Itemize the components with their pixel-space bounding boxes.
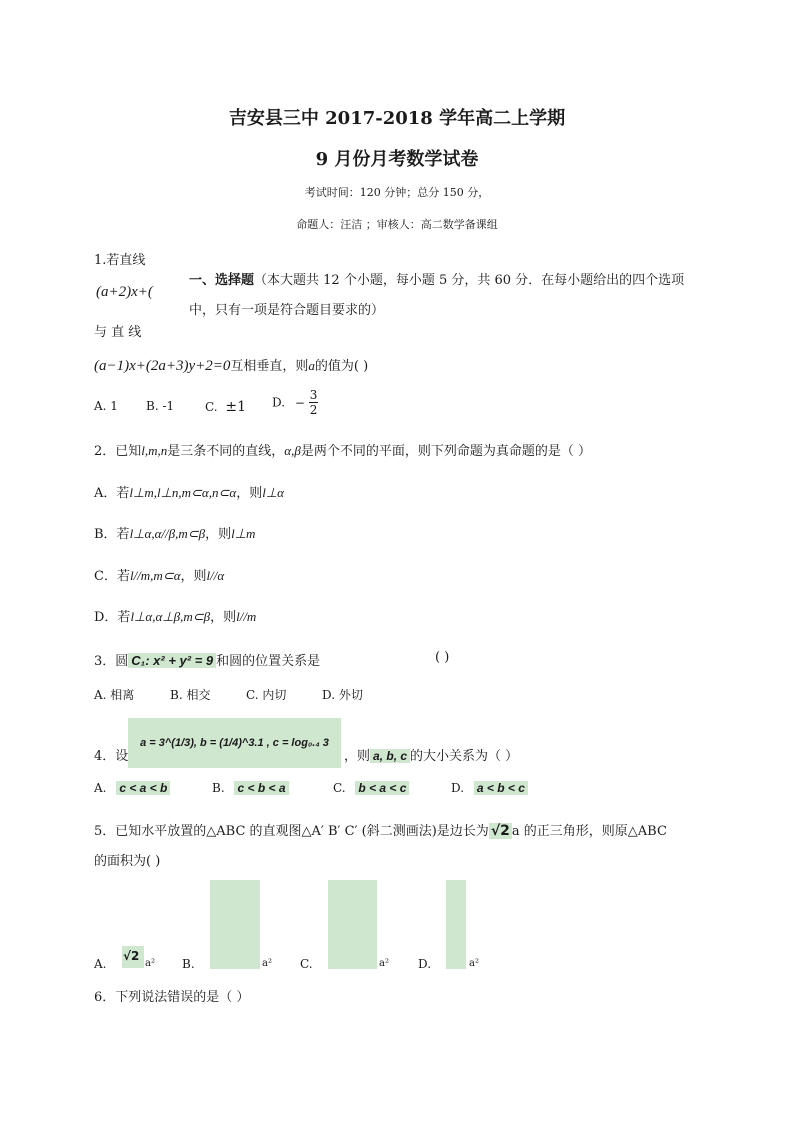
q5-option-a-formula	[122, 946, 144, 968]
q3-option-c: C. 内切	[246, 688, 287, 702]
q4-tail	[344, 745, 518, 764]
q2-option-c-then: ，则	[180, 569, 207, 584]
section-desc-1: （本大题共 12 个小题，每小题 5 分，共 60 分．在每小题给出的四个选项	[254, 273, 685, 288]
exam-title-line1: 吉安县三中 2017-2018 学年高二上学期	[228, 108, 566, 129]
q5-option-b-label: B.	[182, 957, 195, 971]
q2-option-d-label: D．若	[94, 610, 131, 625]
q4-option-b	[212, 781, 289, 795]
section-heading-line1	[189, 269, 684, 288]
section-heading: 一、选择题	[189, 273, 255, 288]
q5-stem-line1	[94, 820, 667, 839]
q4-expression: a = 3^(1/3), b = (1/4)^3.1 , c = log₀.₄ 3	[140, 737, 329, 749]
q5-stem-1: 5．已知水平放置的△ABC 的直观图△A′ B′ C′ (斜二测画法)是边长为	[94, 824, 489, 839]
q4-prefix: 4．设	[94, 749, 129, 764]
q5-sqrt-symbol: √2	[490, 823, 510, 839]
q5-stem-2: a 的正三角形，则原△ABC	[511, 824, 667, 839]
q4-option-d-label: D.	[451, 781, 465, 795]
q2-option-a-label: A．若	[94, 486, 130, 501]
q2-option-b-math: l⊥α,α//β,m⊂β	[129, 526, 206, 541]
q4-question: 的大小关系为（ ）	[410, 749, 519, 764]
q1-tail-2: 的值为( )	[314, 359, 369, 374]
q2-option-b	[94, 523, 255, 542]
q4-expression-box	[128, 718, 341, 768]
q5-option-d-formula	[446, 880, 466, 969]
q4-mid: ，则	[344, 749, 371, 764]
q1-option-d-label: D.	[272, 395, 286, 410]
q1-var-a: a	[308, 358, 315, 373]
q2-option-d	[94, 606, 256, 625]
q4-option-c	[333, 781, 409, 795]
q5-option-c-unit: a²	[379, 958, 389, 969]
q4-option-a-label: A.	[94, 781, 107, 795]
exam-info: 考试时间：120 分钟；总分 150 分，	[304, 186, 490, 199]
q1-option-d-fraction	[309, 388, 319, 417]
q5-option-b-unit: a²	[262, 958, 272, 969]
q2-stem-2: 是三条不同的直线，	[167, 444, 285, 459]
q1-option-c-label: C.	[205, 400, 218, 414]
q1-line2	[94, 355, 368, 375]
q2-option-d-result: l//m	[236, 609, 257, 624]
q1-tail-1: 互相垂直，则	[230, 359, 309, 374]
q5-option-b-formula	[210, 880, 260, 969]
q1-expr2: (a−1)x+(2a+3)y+2=0	[94, 358, 231, 374]
q4-option-a-value: c < a < b	[116, 781, 170, 795]
q4-option-b-value: c < b < a	[234, 781, 288, 795]
q4-option-c-label: C.	[333, 781, 346, 795]
q4-option-a	[94, 781, 170, 795]
q2-option-c	[94, 565, 224, 584]
q5-option-c-formula	[328, 880, 377, 969]
q2-option-b-then: ，则	[205, 527, 232, 542]
q5-option-d-unit: a²	[469, 958, 479, 969]
q1-prefix: 1.若直线	[94, 253, 146, 268]
q3-prefix: 3．圆	[94, 654, 129, 669]
q2-option-a-result: l⊥α	[262, 485, 285, 500]
q1-option-d-den: 2	[309, 403, 318, 417]
exam-title-line2: 9 月份月考数学试卷	[315, 149, 479, 170]
q2-stem-vars1: l,m,n	[141, 443, 168, 458]
q4-option-c-value: b < a < c	[355, 781, 409, 795]
q2-option-b-result: l⊥m	[231, 526, 256, 541]
q2-stem-3: 是两个不同的平面，则下列命题为真命题的是（ ）	[300, 444, 591, 459]
q2-option-d-math: l⊥α,α⊥β,m⊂β	[130, 609, 211, 624]
q1-option-c-value: ±1	[225, 399, 247, 415]
q1-option-c	[205, 399, 246, 415]
q1-option-d-minus: −	[294, 395, 305, 410]
q2-option-a	[94, 482, 284, 501]
q5-option-d-label: D.	[418, 957, 432, 971]
q2-option-a-math: l⊥m,l⊥n,m⊂α,n⊂α	[129, 485, 237, 500]
q3-option-a: A. 相离	[94, 688, 135, 702]
q3-option-b: B. 相交	[170, 688, 211, 702]
q3-answer-paren: ( )	[435, 650, 450, 665]
q1-option-b: B. -1	[146, 399, 175, 413]
q2-option-b-label: B．若	[94, 527, 130, 542]
q4-option-b-label: B.	[212, 781, 225, 795]
q5-option-c-label: C.	[300, 957, 313, 971]
q1-option-d	[272, 388, 318, 417]
q4-option-d-value: a < b < c	[474, 781, 528, 795]
q2-stem-vars2: α,β	[284, 443, 301, 458]
q3-circle-equation: C₁: x² + y² = 9	[128, 653, 216, 668]
q6-stem: 6．下列说法错误的是（ ）	[94, 990, 250, 1005]
q3-tail: 和圆的位置关系是	[216, 654, 321, 669]
q1-option-d-num: 3	[309, 388, 318, 402]
q5-option-a-unit: a²	[145, 958, 155, 969]
exam-authors: 命题人：汪洁 ；审核人：高二数学备课组	[296, 218, 498, 231]
q2-option-c-result: l//α	[206, 568, 225, 583]
q2-option-c-label: C．若	[94, 569, 130, 584]
q2-option-c-math: l//m,m⊂α	[129, 568, 181, 583]
q2-stem-1: 2．已知	[94, 444, 142, 459]
q1-mid: 与 直 线	[94, 325, 142, 340]
q3-option-d: D. 外切	[322, 688, 363, 702]
q2-option-a-then: ，则	[236, 486, 263, 501]
q1-expr1: (a+2)x+(	[96, 284, 153, 300]
q4-vars: a, b, c	[370, 749, 410, 763]
q2-option-d-then: ，则	[210, 610, 237, 625]
q5-option-a-label: A.	[94, 957, 107, 971]
q5-stem-line2: 的面积为( )	[94, 854, 161, 869]
q2-stem	[94, 440, 591, 459]
q5-option-a-sqrt: √2	[123, 949, 140, 963]
q4-option-d	[451, 781, 528, 795]
section-desc-2: 中，只有一项是符合题目要求的）	[189, 303, 385, 318]
q3-stem	[94, 650, 320, 669]
q1-option-a: A. 1	[94, 399, 118, 413]
